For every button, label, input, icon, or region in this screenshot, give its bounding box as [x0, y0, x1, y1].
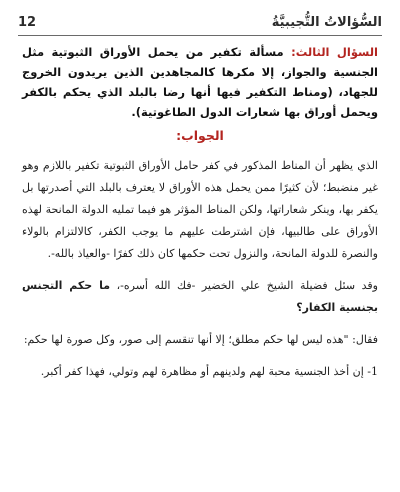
answer-paragraph-1: الذي يظهر أن المناط المذكور في كفر حامل الأوراق الثبوتية تكفير باللازم وهو غير منضبط؛ لأن كثيرًا ممن يحمل هذه الأوراق لا يعترف بالبلد التي أصدرتها بل يكفر بها، وينكر شعاراتها، ولكن المناط المؤثر هو فيما تمليه الدولة المانحة لهذه الأوراق على طالبيها، فإن اشترطت عليهم ما يوجب الكفر، كالالتزام بالولاء والنصرة للدولة المانحة، والنزول تحت حكمها كان ذلك كفرًا -والعياذ بالله-.	[22, 159, 378, 260]
question-text: مسألة تكفير من يحمل الأوراق الثبوتية مثل الجنسية والجواز، إلا مكرها كالمجاهدين الذين يريدون الخروج للجهاد، (ومناط التكفير فيها أنها رضا بالبلد الذي يحكم بالكفر ويحمل أوراق بها شعارات الدول الطاغوتية).	[22, 45, 378, 119]
answer-paragraph-4: 1- إن أخذ الجنسية محبة لهم ولدينهم أو مظاهرة لهم وتولي، فهذا كفر أكبر.	[40, 365, 378, 378]
header-divider	[18, 35, 382, 36]
page-number: 12	[18, 14, 37, 30]
running-header	[18, 10, 382, 34]
book-title: السُّؤالاتُ التُّجيبيَّةُ	[271, 14, 382, 30]
page-body	[22, 42, 378, 393]
quoted-question: ما حكم التجنس بجنسية الكفار؟	[22, 279, 378, 314]
question-block	[22, 42, 378, 122]
answer-paragraph-3: فقال: "هذه ليس لها حكم مطلق؛ إلا أنها تنقسم إلى صور، وكل صورة لها حكم:	[23, 333, 378, 346]
quote-intro: وقد سئل فضيلة الشيخ علي الخضير -فك الله أسره-،	[110, 279, 378, 292]
answer-paragraph-2	[22, 275, 378, 319]
answer-heading: الجواب:	[176, 128, 224, 143]
question-label: السؤال الثالث:	[291, 45, 379, 59]
